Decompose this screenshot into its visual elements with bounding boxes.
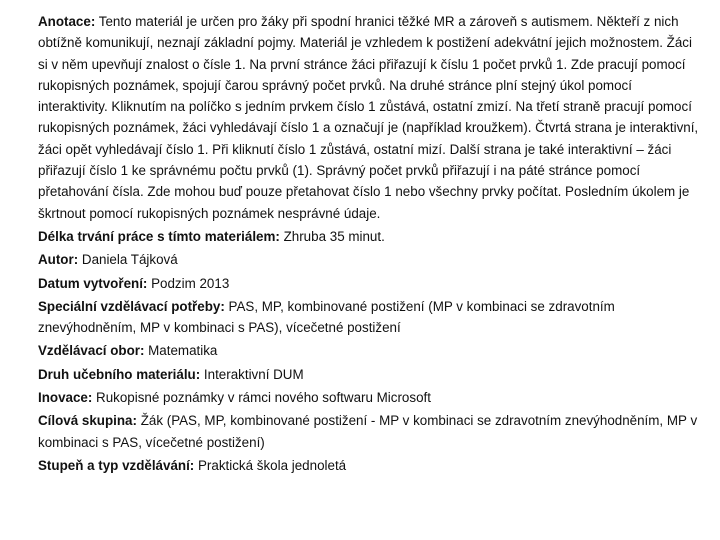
entry-text: Podzim 2013 — [147, 275, 230, 291]
entry-annotation — [38, 11, 700, 224]
entry-text: PAS, MP, kombinované postižení (MP v kombinaci se zdravotním znevýhodněním, MP v kombinaci s PAS), vícečetné postižení — [38, 298, 615, 336]
entry-label: Cílová skupina: — [38, 413, 137, 429]
entry-innovation — [38, 387, 700, 408]
entry-text: Rukopisné poznámky v rámci nového softwaru Microsoft — [92, 390, 431, 406]
entry-text: Zhruba 35 minut. — [279, 228, 385, 244]
entry-text: Praktická škola jednoletá — [194, 457, 347, 473]
entry-label: Datum vytvoření: — [38, 275, 148, 291]
entry-label: Stupeň a typ vzdělávání: — [38, 457, 195, 473]
entry-label: Inovace: — [38, 390, 93, 406]
entry-text: Žák (PAS, MP, kombinované postižení - MP v kombinaci se zdravotním znevýhodněním, MP v kombinaci s PAS, vícečetné postižení) — [38, 413, 698, 450]
entry-label: Speciální vzdělávací potřeby: — [38, 298, 225, 314]
document-body — [38, 11, 700, 478]
entry-date — [38, 273, 700, 294]
entry-text: Interaktivní DUM — [200, 366, 304, 382]
entry-subject — [38, 340, 700, 361]
entry-label: Anotace: — [38, 14, 96, 29]
entry-education-level — [38, 455, 700, 476]
entry-label: Autor: — [38, 252, 79, 268]
entry-duration — [38, 226, 700, 247]
entry-label: Délka trvání práce s tímto materiálem: — [38, 228, 280, 244]
entry-text: Tento materiál je určen pro žáky při spodní hranici těžké MR a zároveň s autismem. Někteří z nich obtížně komunikují, neznají základní pojmy. Materiál je vzhledem k postižení adekvátní jejich možnostem. Žáci si v něm upevňují znalost o čísle 1. Na první stránce žáci přiřazují k číslu 1 počet prvků 1. Zde pracují pomocí rukopisných poznámek, spojují čarou správný počet prvků. Na druhé stránce plní stejný úkol pomocí interaktivity. Kliknutím na políčko s jedním prvkem číslo 1 zůstává, ostatní zmizí. Na třetí straně pracují pomocí rukopisných poznámek, žáci vyhledávají číslo 1 a označují je (například kroužkem). Čtvrtá strana je interaktivní, žáci opět vyhledávají číslo 1. Při kliknutí číslo 1 zůstává, ostatní mizí. Další strana je také interaktivní – žáci přiřazují číslo 1 ke správnému počtu prvků (1). Správný počet prvků přiřazují i na páté stránce pomocí přetahování čísla. Zde mohou buď pouze přetahovat číslo 1 nebo všechny prvky počítat. Posledním úkolem je škrtnout pomocí rukopisných poznámek nesprávné údaje. — [38, 14, 699, 221]
entry-author — [38, 249, 700, 270]
entry-text: Matematika — [144, 343, 218, 359]
entry-label: Vzdělávací obor: — [38, 343, 145, 359]
entry-special-needs — [38, 296, 700, 339]
entry-text: Daniela Tájková — [78, 252, 178, 268]
entry-target-group — [38, 410, 700, 453]
entry-label: Druh učebního materiálu: — [38, 366, 201, 382]
entry-material-type — [38, 364, 700, 385]
